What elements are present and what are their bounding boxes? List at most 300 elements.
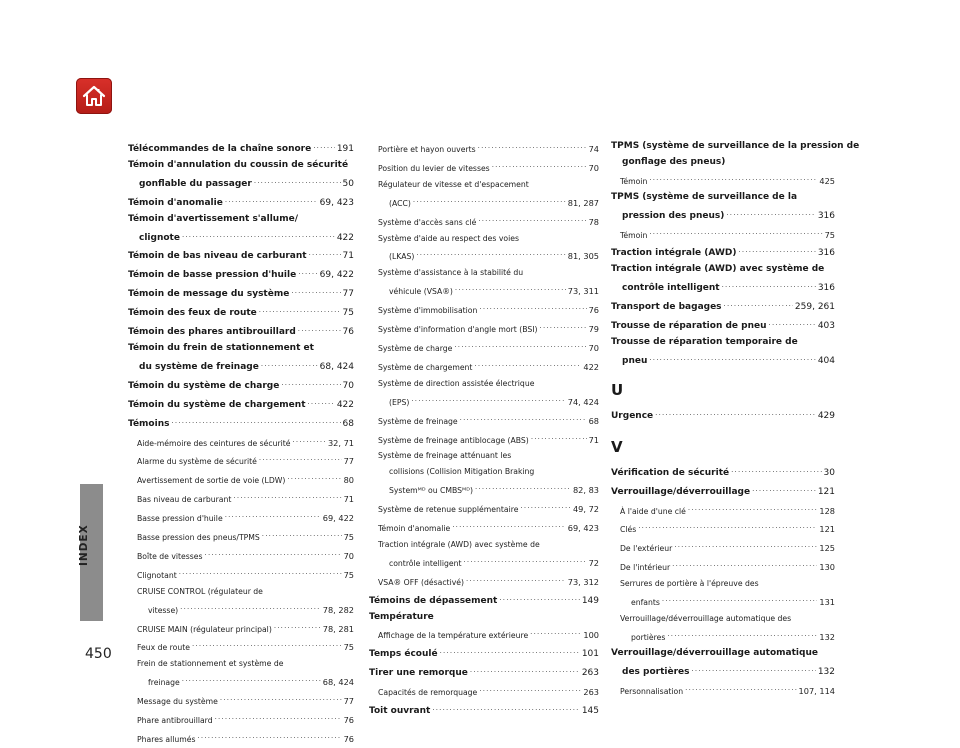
dot-leader — [649, 351, 815, 367]
page-reference: 78 — [588, 216, 599, 227]
index-subentry — [128, 637, 354, 656]
page-reference: 76 — [588, 305, 599, 316]
home-button[interactable] — [76, 78, 112, 114]
entry-line — [611, 482, 835, 501]
page-reference: 121 — [817, 486, 835, 497]
dot-leader — [638, 519, 817, 535]
index-entry — [128, 246, 354, 265]
dot-leader — [298, 322, 341, 338]
index-subentry — [128, 619, 354, 638]
dot-leader — [692, 662, 816, 678]
dot-leader — [667, 627, 817, 643]
entry-line — [611, 262, 835, 278]
index-subentry — [369, 357, 599, 376]
index-subentry — [369, 499, 599, 518]
index-subentry — [369, 411, 599, 430]
entry-line — [137, 656, 354, 672]
entry-line — [611, 316, 835, 335]
index-subentry — [369, 682, 599, 701]
entry-term: Témoin d'anomalie — [128, 197, 223, 208]
index-subentry — [611, 171, 835, 190]
page-reference: 50 — [342, 178, 354, 189]
page-reference: 422 — [336, 399, 354, 410]
entry-line — [128, 265, 354, 284]
dot-leader — [261, 357, 318, 373]
entry-term: Feux de route — [137, 643, 190, 653]
entry-line — [137, 565, 354, 584]
entry-term: Basse pression d'huile — [137, 514, 223, 524]
page-reference: 79 — [588, 324, 599, 335]
entry-term: Télécommandes de la chaîne sonore — [128, 144, 312, 154]
page-reference: 68 — [588, 415, 599, 426]
dot-leader — [452, 518, 565, 534]
entry-line — [378, 448, 599, 464]
page-reference: 68, 424 — [319, 361, 354, 372]
entry-term: (LKAS) — [389, 252, 415, 262]
page-reference: 132 — [819, 631, 835, 642]
dot-leader — [262, 527, 342, 543]
index-entry — [128, 265, 354, 284]
entry-line — [137, 546, 354, 565]
home-icon — [81, 83, 107, 109]
dot-leader — [215, 710, 342, 726]
entry-term: Verrouillage/déverrouillage — [611, 486, 751, 497]
page-reference: 70 — [588, 342, 599, 353]
index-subentry — [128, 470, 354, 489]
entry-term: CRUISE CONTROL (régulateur de — [137, 586, 263, 596]
dot-leader — [411, 392, 565, 408]
dot-leader — [520, 499, 571, 515]
dot-leader — [463, 553, 586, 569]
entry-line — [620, 171, 835, 190]
index-column-1 — [128, 139, 354, 748]
dot-leader — [724, 297, 793, 313]
dot-leader — [225, 193, 318, 209]
index-entry — [611, 335, 835, 370]
page-reference: 76 — [342, 327, 354, 338]
dot-leader — [287, 470, 341, 486]
entry-term: gonflable du passager — [139, 178, 252, 189]
page-reference: 82, 83 — [572, 485, 599, 496]
entry-line — [378, 682, 599, 701]
entry-line — [611, 406, 835, 425]
entry-term: Position du levier de vitesses — [378, 163, 490, 173]
dot-leader — [432, 701, 579, 717]
dot-leader — [531, 430, 587, 446]
index-entry — [369, 591, 599, 610]
entry-line — [369, 591, 599, 610]
entry-term: Avertissement de sortie de voie (LDW) — [137, 476, 286, 486]
index-entry — [611, 316, 835, 335]
entry-term: Témoin du frein de stationnement et — [128, 342, 314, 353]
dot-leader — [309, 246, 341, 262]
entry-term: Témoin des feux de route — [128, 308, 257, 319]
dot-leader — [454, 338, 586, 354]
page-reference: 263 — [583, 687, 599, 698]
index-entry — [128, 322, 354, 341]
entry-line — [137, 672, 354, 691]
entry-line — [378, 158, 599, 177]
entry-term: Système d'accès sans clé — [378, 217, 477, 227]
entry-line — [620, 611, 835, 627]
entry-term: Toit ouvrant — [369, 706, 431, 717]
entry-term: Clés — [620, 525, 637, 535]
entry-term: Trousse de réparation temporaire de — [611, 336, 798, 347]
page-reference: 81, 305 — [567, 251, 599, 262]
entry-line — [128, 303, 354, 322]
entry-line — [620, 576, 835, 592]
entry-line — [128, 357, 354, 376]
index-entry — [369, 610, 599, 626]
index-subentry — [611, 538, 835, 557]
entry-line — [137, 489, 354, 508]
index-subentry — [611, 557, 835, 576]
page-reference: 70 — [342, 380, 354, 391]
index-side-label: INDEX — [78, 524, 90, 566]
entry-line — [378, 300, 599, 319]
entry-line — [620, 501, 835, 520]
entry-term: (ACC) — [389, 198, 411, 208]
entry-term: Aide-mémoire des ceintures de sécurité — [137, 438, 291, 448]
dot-leader — [416, 246, 565, 262]
dot-leader — [479, 300, 586, 316]
index-entry — [611, 190, 835, 225]
dot-leader — [662, 592, 817, 608]
entry-term: Système de chargement — [378, 362, 473, 372]
page-reference: 121 — [819, 524, 835, 535]
entry-term: Témoins — [128, 418, 170, 429]
page-reference: 100 — [583, 630, 599, 641]
index-subentry — [128, 584, 354, 619]
entry-term: Témoin d'anomalie — [378, 524, 451, 534]
index-entry — [128, 212, 354, 247]
page-reference: 74 — [588, 144, 599, 154]
entry-line — [620, 681, 835, 700]
entry-term: enfants — [631, 598, 660, 608]
page-reference: 69, 423 — [567, 523, 599, 534]
index-entry — [128, 139, 354, 158]
entry-line — [378, 392, 599, 411]
entry-line — [378, 430, 599, 449]
index-entry — [128, 395, 354, 414]
entry-term: Clignotant — [137, 570, 177, 580]
index-subentry — [128, 729, 354, 748]
dot-leader — [470, 663, 580, 679]
entry-term: Système de freinage antiblocage (ABS) — [378, 435, 529, 445]
entry-term: Témoin de message du système — [128, 289, 290, 300]
dot-leader — [197, 729, 341, 745]
dot-leader — [474, 357, 581, 373]
page-reference: 71 — [343, 494, 354, 505]
entry-line — [378, 212, 599, 231]
page-reference: 69, 422 — [322, 513, 354, 524]
page-reference: 78, 281 — [322, 623, 354, 634]
dot-leader — [769, 316, 816, 332]
index-subentry — [369, 319, 599, 338]
index-entry — [128, 414, 354, 433]
entry-line — [128, 139, 354, 158]
index-subentry — [611, 501, 835, 520]
entry-term: Tirer une remorque — [369, 668, 468, 679]
dot-leader — [738, 243, 815, 259]
entry-term: des portières — [622, 666, 690, 677]
index-entry — [611, 297, 835, 316]
page-reference: 422 — [336, 232, 354, 243]
entry-line — [378, 265, 599, 281]
entry-line — [378, 376, 599, 392]
page-reference: 68 — [342, 418, 354, 429]
entry-line — [137, 710, 354, 729]
entry-line — [378, 499, 599, 518]
entry-line — [137, 691, 354, 710]
entry-term: freinage — [148, 678, 180, 688]
dot-leader — [205, 546, 342, 562]
entry-line — [378, 572, 599, 591]
entry-term: Régulateur de vitesse et d'espacement — [378, 179, 529, 189]
dot-leader — [440, 644, 580, 660]
entry-line — [137, 508, 354, 527]
index-subentry — [369, 430, 599, 449]
index-subentry — [128, 710, 354, 729]
dot-leader — [674, 538, 817, 554]
entry-term: Affichage de la température extérieure — [378, 631, 529, 641]
index-subentry — [369, 572, 599, 591]
page-reference: 149 — [581, 595, 599, 606]
dot-leader — [731, 463, 821, 479]
entry-line — [378, 625, 599, 644]
page-reference: 75 — [343, 569, 354, 580]
entry-line — [378, 464, 599, 480]
index-entry — [369, 644, 599, 663]
entry-line — [378, 193, 599, 212]
page-reference: 145 — [581, 706, 599, 717]
entry-term: VSA® OFF (désactivé) — [378, 577, 464, 587]
page-reference: 107, 114 — [798, 685, 835, 696]
entry-term: Personnalisation — [620, 686, 684, 696]
page-reference: 128 — [819, 505, 835, 516]
entry-term: Système de freinage — [378, 416, 458, 426]
entry-term: Système d'assistance à la stabilité du — [378, 268, 524, 278]
entry-line — [369, 610, 599, 626]
page-reference: 425 — [819, 175, 835, 186]
entry-line — [611, 662, 835, 681]
page-reference: 125 — [819, 543, 835, 554]
dot-leader — [291, 284, 340, 300]
dot-leader — [281, 376, 340, 392]
entry-line — [378, 281, 599, 300]
dot-leader — [722, 278, 816, 294]
entry-term: Temps écoulé — [369, 649, 438, 660]
page-reference: 71 — [588, 434, 599, 445]
entry-line — [620, 225, 835, 244]
index-subentry — [128, 489, 354, 508]
page-reference: 32, 71 — [327, 437, 354, 448]
entry-term: Verrouillage/déverrouillage automatique des — [620, 613, 792, 623]
entry-line — [611, 243, 835, 262]
dot-leader — [655, 406, 816, 422]
entry-line — [378, 518, 599, 537]
page-reference: 316 — [817, 248, 835, 259]
page-reference: 81, 287 — [567, 197, 599, 208]
entry-term: collisions (Collision Mitigation Braking — [389, 467, 535, 477]
index-entry — [611, 406, 835, 425]
entry-line — [611, 206, 835, 225]
entry-line — [378, 338, 599, 357]
entry-line — [128, 174, 354, 193]
page-reference: 259, 261 — [794, 302, 835, 313]
section-letter: V — [611, 437, 623, 456]
page-reference: 77 — [343, 456, 354, 467]
index-subentry — [369, 625, 599, 644]
index-subentry — [369, 376, 599, 411]
entry-term: gonflage des pneus) — [622, 156, 726, 167]
dot-leader — [182, 672, 321, 688]
entry-line — [611, 335, 835, 351]
entry-term: Système de direction assistée électrique — [378, 378, 535, 388]
index-entry — [128, 193, 354, 212]
index-entry — [611, 139, 860, 171]
index-subentry — [611, 225, 835, 244]
entry-term: clignote — [139, 232, 180, 243]
index-subentry — [369, 300, 599, 319]
dot-leader — [233, 489, 341, 505]
page-reference: 131 — [819, 597, 835, 608]
entry-line — [611, 190, 835, 206]
index-entry — [128, 341, 354, 376]
index-subentry — [369, 212, 599, 231]
entry-line — [378, 537, 599, 553]
entry-term: Trousse de réparation de pneu — [611, 321, 767, 332]
entry-line — [378, 177, 599, 193]
index-entry — [369, 701, 599, 720]
entry-line — [369, 701, 599, 720]
entry-term: Portière et hayon ouverts — [378, 145, 476, 154]
index-subentry — [369, 158, 599, 177]
index-subentry — [611, 681, 835, 700]
entry-line — [620, 519, 835, 538]
dot-leader — [225, 508, 321, 524]
dot-leader — [308, 395, 335, 411]
index-subentry — [369, 139, 599, 158]
entry-line — [137, 729, 354, 748]
index-subentry — [128, 565, 354, 584]
index-subentry — [611, 611, 835, 646]
entry-line — [378, 246, 599, 265]
page-reference: 263 — [581, 668, 599, 679]
entry-term: TPMS (système de surveillance de la pression de — [611, 141, 860, 151]
entry-term: Système de retenue supplémentaire — [378, 505, 519, 515]
entry-line — [137, 600, 354, 619]
entry-line — [378, 357, 599, 376]
index-subentry — [369, 265, 599, 300]
index-subentry — [128, 451, 354, 470]
page-reference: 73, 311 — [567, 286, 599, 297]
entry-line — [620, 592, 835, 611]
page-reference: 404 — [817, 355, 835, 366]
entry-term: Serrures de portière à l'épreuve des — [620, 579, 759, 589]
entry-line — [137, 619, 354, 638]
page-reference: 78, 282 — [322, 604, 354, 615]
page-reference: 69, 422 — [319, 270, 354, 281]
entry-line — [128, 158, 354, 174]
page-reference: 101 — [581, 649, 599, 660]
page-reference: 403 — [817, 321, 835, 332]
entry-term: Alarme du système de sécurité — [137, 457, 257, 467]
entry-term: du système de freinage — [139, 361, 259, 372]
entry-line — [128, 228, 354, 247]
dot-leader — [672, 557, 817, 573]
entry-term: Verrouillage/déverrouillage automatique — [611, 647, 818, 658]
entry-line — [137, 433, 354, 452]
page-reference: 68, 424 — [322, 677, 354, 688]
dot-leader — [492, 158, 587, 174]
index-subentry — [369, 448, 599, 499]
index-entry — [611, 262, 835, 297]
page-reference: 75 — [342, 308, 354, 319]
dot-leader — [182, 228, 335, 244]
index-subentry — [128, 508, 354, 527]
entry-term: Témoin de basse pression d'huile — [128, 270, 297, 281]
page-reference: 429 — [817, 410, 835, 421]
entry-line — [128, 414, 354, 433]
dot-leader — [259, 451, 342, 467]
entry-term: Systemᴹᴰ ou CMBSᴹᴰ) — [389, 486, 473, 496]
entry-term: Température — [369, 611, 434, 622]
index-subentry — [369, 518, 599, 537]
page-reference: 73, 312 — [567, 576, 599, 587]
entry-line — [378, 480, 599, 499]
dot-leader — [726, 206, 815, 222]
dot-leader — [192, 637, 342, 653]
page-reference: 422 — [583, 361, 599, 372]
entry-line — [137, 527, 354, 546]
page-reference: 316 — [817, 210, 835, 221]
entry-term: Phare antibrouillard — [137, 716, 213, 726]
entry-term: pression des pneus) — [622, 210, 725, 221]
index-subentry — [128, 656, 354, 691]
entry-term: Témoin — [620, 176, 648, 186]
entry-term: Témoin de bas niveau de carburant — [128, 251, 307, 262]
index-subentry — [128, 546, 354, 565]
dot-leader — [499, 591, 579, 607]
entry-line — [611, 646, 835, 662]
entry-line — [137, 584, 354, 600]
entry-term: contrôle intelligent — [389, 558, 462, 568]
page-reference: 191 — [336, 144, 354, 154]
entry-line — [378, 553, 599, 572]
entry-line — [378, 319, 599, 338]
index-subentry — [611, 519, 835, 538]
entry-term: Système d'information d'angle mort (BSI) — [378, 325, 538, 335]
page-reference: 69, 423 — [319, 197, 354, 208]
page-reference: 130 — [819, 562, 835, 573]
entry-term: Boîte de vitesses — [137, 551, 203, 561]
entry-line — [137, 451, 354, 470]
page-reference: 71 — [342, 251, 354, 262]
index-entry — [128, 284, 354, 303]
entry-line — [611, 155, 835, 171]
dot-leader — [413, 193, 566, 209]
page-reference: 132 — [817, 666, 835, 677]
page-reference: 30 — [823, 467, 835, 478]
dot-leader — [688, 501, 818, 517]
dot-leader — [479, 682, 581, 698]
entry-term: Traction intégrale (AWD) avec système de — [378, 539, 540, 549]
entry-term: CRUISE MAIN (régulateur principal) — [137, 624, 272, 634]
entry-term: Système d'aide au respect des voies — [378, 233, 519, 243]
index-subentry — [128, 691, 354, 710]
entry-term: Vérification de sécurité — [611, 467, 730, 478]
